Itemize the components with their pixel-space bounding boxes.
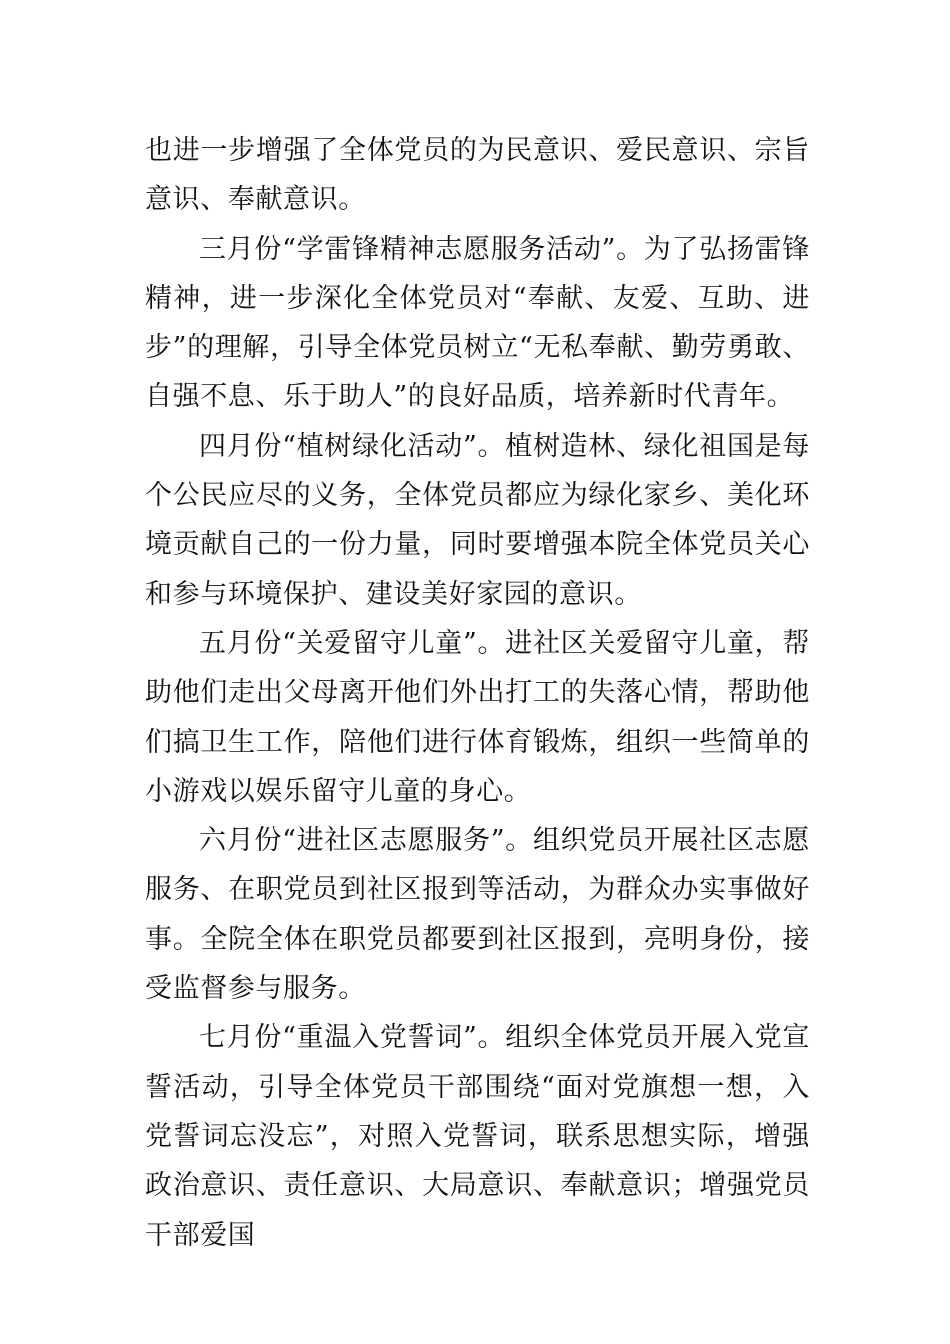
paragraph-april-activity: 四月份“植树绿化活动”。植树造林、绿化祖国是每个公民应尽的义务，全体党员都应为绿化家乡、美化环境贡献自己的一份力量，同时要增强本院全体党员关心和参与环境保护、建设美好家园的意识。 bbox=[145, 430, 810, 610]
paragraph-july-activity: 七月份“重温入党誓词”。组织全体党员开展入党宣誓活动，引导全体党员干部围绕“面对党旗想一想，入党誓词忘没忘”，对照入党誓词，联系思想实际，增强政治意识、责任意识、大局意识、奉献意识；增强党员干部爱国 bbox=[145, 1022, 810, 1251]
document-body bbox=[145, 126, 810, 1260]
paragraph-june-activity: 六月份“进社区志愿服务”。组织党员开展社区志愿服务、在职党员到社区报到等活动，为群众办实事做好事。全院全体在职党员都要到社区报到，亮明身份，接受监督参与服务。 bbox=[145, 825, 810, 1005]
paragraph-may-activity: 五月份“关爱留守儿童”。进社区关爱留守儿童，帮助他们走出父母离开他们外出打工的失落心情，帮助他们搞卫生工作，陪他们进行体育锻炼，组织一些简单的小游戏以娱乐留守儿童的身心。 bbox=[145, 627, 810, 807]
paragraph-continuation: 也进一步增强了全体党员的为民意识、爱民意识、宗旨意识、奉献意识。 bbox=[145, 135, 810, 216]
paragraph-march-activity: 三月份“学雷锋精神志愿服务活动”。为了弘扬雷锋精神，进一步深化全体党员对“奉献、友爱、互助、进步”的理解，引导全体党员树立“无私奉献、勤劳勇敢、自强不息、乐于助人”的良好品质，培养新时代青年。 bbox=[145, 233, 810, 413]
